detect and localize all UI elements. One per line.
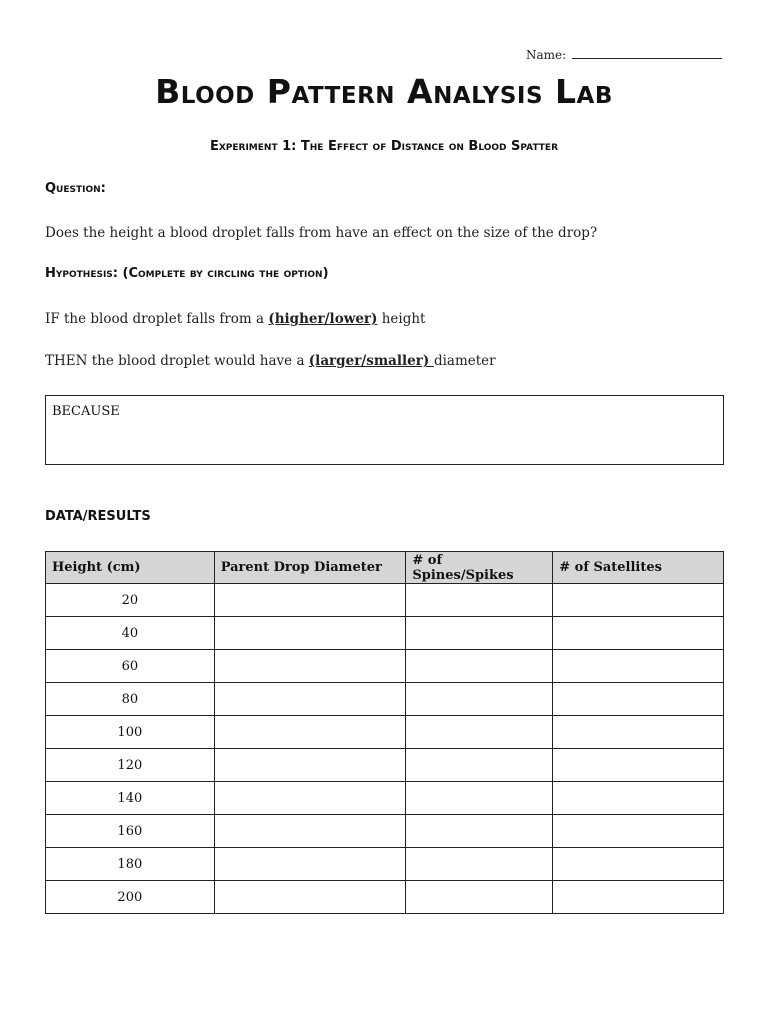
height-cell: 20	[46, 584, 215, 617]
spines-spikes-cell[interactable]	[406, 716, 553, 749]
spines-spikes-cell[interactable]	[406, 650, 553, 683]
column-header-satellites: # of Satellites	[553, 552, 724, 584]
if-suffix: height	[377, 311, 426, 327]
parent-drop-diameter-cell[interactable]	[214, 848, 406, 881]
name-field[interactable]	[526, 46, 722, 62]
satellites-cell[interactable]	[553, 782, 724, 815]
table-row	[46, 683, 724, 716]
table-row	[46, 584, 724, 617]
satellites-cell[interactable]	[553, 815, 724, 848]
then-option-larger-smaller[interactable]: (larger/smaller)	[308, 353, 434, 369]
column-header-height: Height (cm)	[46, 552, 215, 584]
spines-spikes-cell[interactable]	[406, 749, 553, 782]
because-label: BECAUSE	[52, 404, 120, 419]
table-row	[46, 815, 724, 848]
satellites-cell[interactable]	[553, 584, 724, 617]
satellites-cell[interactable]	[553, 683, 724, 716]
spines-spikes-cell[interactable]	[406, 848, 553, 881]
experiment-subtitle: Experiment 1: The Effect of Distance on Blood Spatter	[209, 139, 559, 154]
parent-drop-diameter-cell[interactable]	[214, 815, 406, 848]
table-row	[46, 749, 724, 782]
height-cell: 180	[46, 848, 215, 881]
name-blank-line[interactable]	[572, 46, 722, 59]
table-row	[46, 881, 724, 914]
because-answer-box[interactable]	[45, 395, 724, 465]
name-label: Name:	[525, 48, 567, 62]
satellites-cell[interactable]	[553, 749, 724, 782]
question-label: Question:	[45, 181, 106, 196]
table-row	[46, 650, 724, 683]
table-row	[46, 782, 724, 815]
spines-spikes-cell[interactable]	[406, 584, 553, 617]
then-suffix: diameter	[433, 353, 496, 369]
parent-drop-diameter-cell[interactable]	[214, 881, 406, 914]
page-title: Blood Pattern Analysis Lab	[155, 72, 613, 111]
parent-drop-diameter-cell[interactable]	[214, 617, 406, 650]
height-cell: 140	[46, 782, 215, 815]
height-cell: 200	[46, 881, 215, 914]
satellites-cell[interactable]	[553, 617, 724, 650]
then-prefix: THEN the blood droplet would have a	[45, 353, 309, 369]
results-label: DATA/RESULTS	[45, 509, 151, 524]
column-header-spines-spikes: # of Spines/Spikes	[406, 552, 553, 584]
if-option-higher-lower[interactable]: (higher/lower)	[268, 311, 378, 327]
height-cell: 160	[46, 815, 215, 848]
hypothesis-label: Hypothesis: (Complete by circling the option)	[45, 266, 329, 281]
spines-spikes-cell[interactable]	[406, 881, 553, 914]
results-table	[45, 551, 724, 914]
parent-drop-diameter-cell[interactable]	[214, 749, 406, 782]
column-header-parent-drop-diameter: Parent Drop Diameter	[214, 552, 406, 584]
parent-drop-diameter-cell[interactable]	[214, 650, 406, 683]
table-header-row	[46, 552, 724, 584]
height-cell: 40	[46, 617, 215, 650]
spines-spikes-cell[interactable]	[406, 617, 553, 650]
satellites-cell[interactable]	[553, 848, 724, 881]
if-prefix: IF the blood droplet falls from a	[45, 311, 269, 327]
satellites-cell[interactable]	[553, 650, 724, 683]
table-row	[46, 617, 724, 650]
satellites-cell[interactable]	[553, 716, 724, 749]
height-cell: 120	[46, 749, 215, 782]
spines-spikes-cell[interactable]	[406, 815, 553, 848]
satellites-cell[interactable]	[553, 881, 724, 914]
spines-spikes-cell[interactable]	[406, 683, 553, 716]
table-row	[46, 716, 724, 749]
parent-drop-diameter-cell[interactable]	[214, 716, 406, 749]
height-cell: 80	[46, 683, 215, 716]
hypothesis-if-line	[45, 311, 425, 327]
spines-spikes-cell[interactable]	[406, 782, 553, 815]
height-cell: 60	[46, 650, 215, 683]
hypothesis-then-line	[45, 353, 496, 369]
height-cell: 100	[46, 716, 215, 749]
parent-drop-diameter-cell[interactable]	[214, 683, 406, 716]
table-row	[46, 848, 724, 881]
parent-drop-diameter-cell[interactable]	[214, 584, 406, 617]
question-text: Does the height a blood droplet falls from have an effect on the size of the drop?	[45, 225, 598, 241]
parent-drop-diameter-cell[interactable]	[214, 782, 406, 815]
